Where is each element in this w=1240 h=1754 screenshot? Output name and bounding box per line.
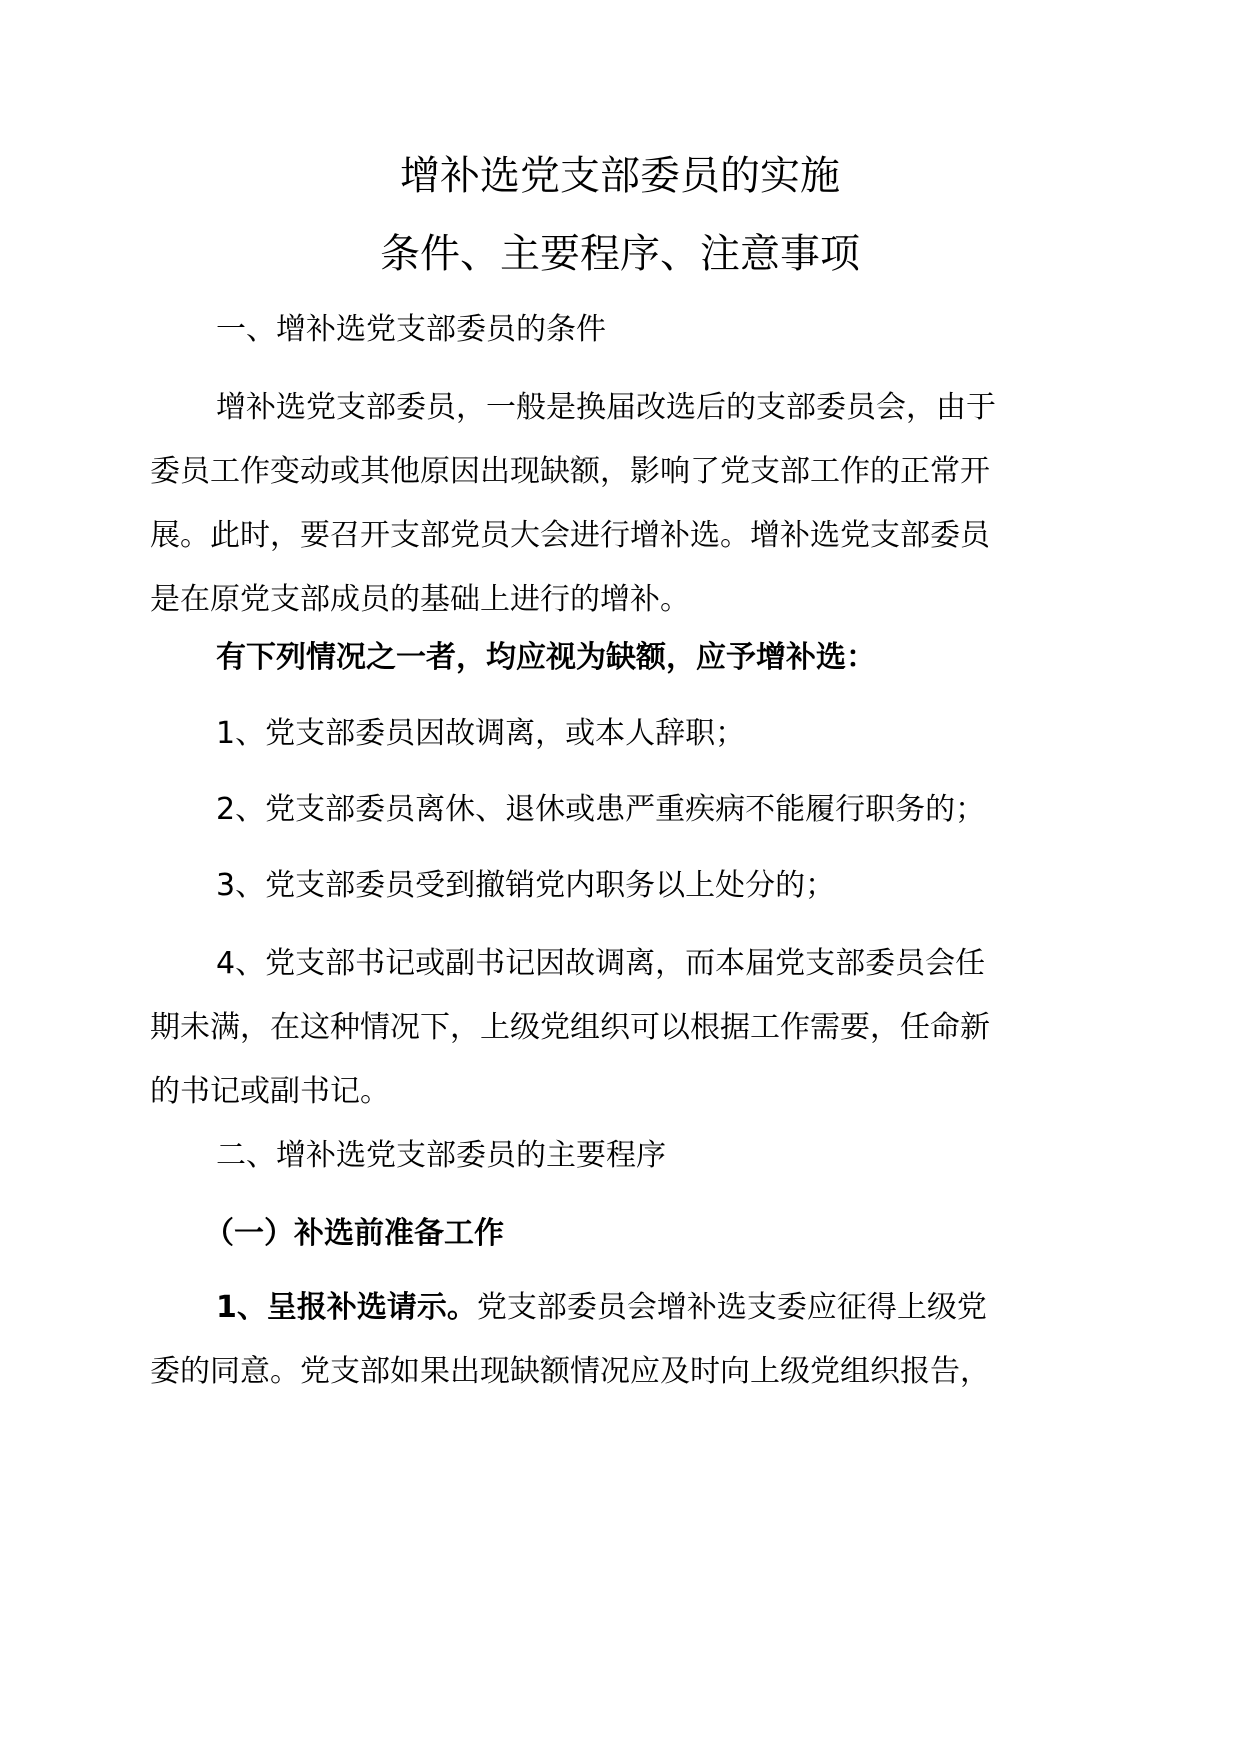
paragraph-line: 委员工作变动或其他原因出现缺额，影响了党支部工作的正常开 <box>150 454 990 489</box>
step-1-text: 党支部委员会增补选支委应征得上级党 <box>476 1290 987 1325</box>
paragraph-line: 展。此时，要召开支部党员大会进行增补选。增补选党支部委员 <box>150 518 990 553</box>
title-line-2: 条件、主要程序、注意事项 <box>380 231 860 277</box>
section-2-heading: 二、增补选党支部委员的主要程序 <box>216 1138 666 1173</box>
paragraph-line: 是在原党支部成员的基础上进行的增补。 <box>150 582 690 617</box>
list-item-line: 期未满，在这种情况下，上级党组织可以根据工作需要，任命新 <box>150 1010 990 1045</box>
list-item: 1、党支部委员因故调离，或本人辞职； <box>216 716 746 751</box>
list-item: 2、党支部委员离休、退休或患严重疾病不能履行职务的； <box>216 792 986 827</box>
list-item-4 <box>150 932 1090 1124</box>
list-item-line: 的书记或副书记。 <box>150 1074 390 1109</box>
section-2-subheading: （一）补选前准备工作 <box>204 1216 504 1251</box>
section-1-heading: 一、增补选党支部委员的条件 <box>216 312 606 347</box>
step-1-title: 1、呈报补选请示。 <box>216 1290 477 1325</box>
list-item-line: 4、党支部书记或副书记因故调离，而本届党支部委员会任 <box>216 946 986 981</box>
list-item: 3、党支部委员受到撤销党内职务以上处分的； <box>216 868 836 903</box>
section-1-paragraph <box>150 376 1090 632</box>
paragraph-line: 增补选党支部委员，一般是换届改选后的支部委员会，由于 <box>216 390 996 425</box>
step-1-paragraph <box>150 1276 1090 1404</box>
step-1-line: 委的同意。党支部如果出现缺额情况应及时向上级党组织报告， <box>150 1354 990 1389</box>
step-1-line <box>150 1276 1090 1340</box>
vacancy-conditions-intro: 有下列情况之一者，均应视为缺额，应予增补选： <box>216 640 876 675</box>
title-line-1: 增补选党支部委员的实施 <box>400 153 840 199</box>
